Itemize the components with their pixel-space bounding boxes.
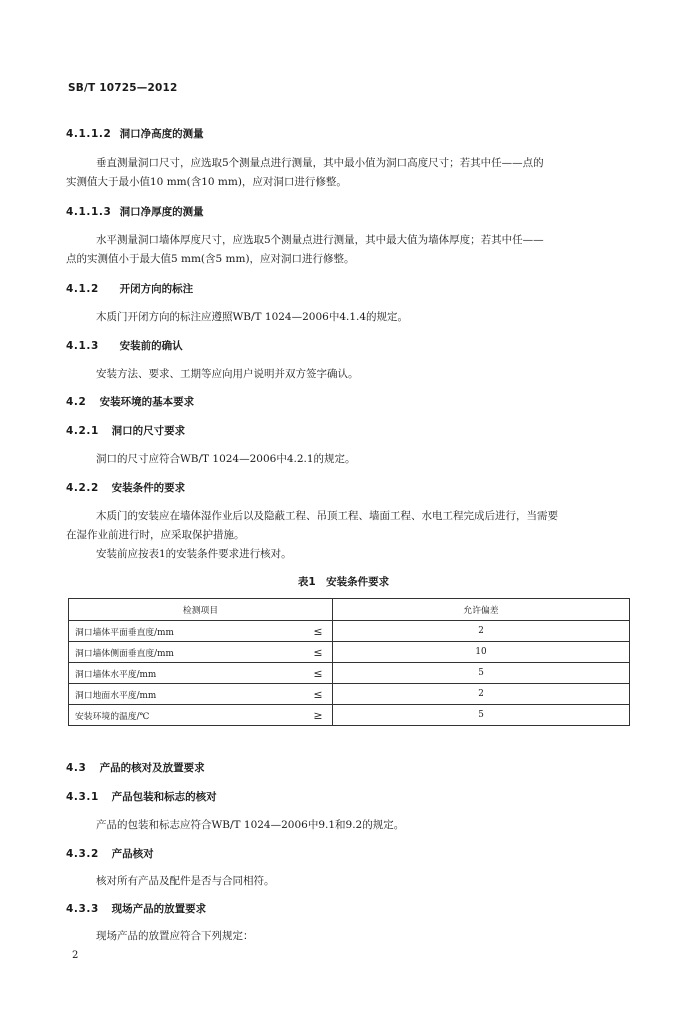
paragraph-line: 木质门开闭方向的标注应遵照WB/T 1024—2006中4.1.4的规定。 xyxy=(96,311,409,323)
section-title: 产品包装和标志的核对 xyxy=(111,791,217,803)
row-item: 洞口墙体水平度/mm xyxy=(69,663,305,684)
section-heading xyxy=(66,423,185,438)
section-number: 4.1.1.2 xyxy=(66,128,112,140)
section-title: 安装环境的基本要求 xyxy=(99,396,195,408)
section-number: 4.3 xyxy=(66,762,87,774)
paragraph-line: 核对所有产品及配件是否与合同相符。 xyxy=(96,875,275,887)
table-header-row xyxy=(69,599,630,621)
paragraph-line: 水平测量洞口墙体厚度尺寸，应选取5个测量点进行测量，其中最大值为墙体厚度；若其中任—— xyxy=(96,234,544,246)
section-number: 4.3.1 xyxy=(66,791,99,803)
row-item: 洞口墙体侧面垂直度/mm xyxy=(69,642,305,663)
paragraph-line: 垂直测量洞口尺寸，应选取5个测量点进行测量，其中最小值为洞口高度尺寸；若其中任——点的 xyxy=(96,157,544,169)
section-heading xyxy=(66,760,205,775)
section-heading xyxy=(66,480,185,495)
paragraph-line: 在湿作业前进行时，应采取保护措施。 xyxy=(66,529,245,541)
section-title: 开闭方向的标注 xyxy=(119,283,194,295)
table-row xyxy=(69,705,630,726)
section-heading xyxy=(66,281,193,296)
section-number: 4.1.1.3 xyxy=(66,206,112,218)
paragraph-line: 木质门的安装应在墙体湿作业后以及隐蔽工程、吊顶工程、墙面工程、水电工程完成后进行，当需要 xyxy=(96,510,558,522)
section-heading xyxy=(66,126,204,141)
section-title: 产品的核对及放置要求 xyxy=(99,762,205,774)
paragraph-line: 安装前应按表1的安装条件要求进行核对。 xyxy=(96,548,292,560)
paragraph-line: 现场产品的放置应符合下列规定： xyxy=(96,930,254,942)
section-title: 洞口净厚度的测量 xyxy=(119,206,204,218)
page-number: 2 xyxy=(72,950,79,961)
table-row xyxy=(69,621,630,642)
header-allowed-deviation: 允许偏差 xyxy=(333,599,630,621)
row-symbol: ≤ xyxy=(304,621,333,642)
row-item: 洞口地面水平度/mm xyxy=(69,684,305,705)
section-title: 洞口净高度的测量 xyxy=(119,128,204,140)
document-code-header: SB/T 10725—2012 xyxy=(68,82,178,94)
row-value: 5 xyxy=(333,663,630,684)
header-inspection-item: 检测项目 xyxy=(69,599,333,621)
table-row xyxy=(69,642,630,663)
row-value: 2 xyxy=(333,621,630,642)
section-heading xyxy=(66,789,217,804)
section-heading xyxy=(66,338,183,353)
table-row xyxy=(69,663,630,684)
row-item: 洞口墙体平面垂直度/mm xyxy=(69,621,305,642)
section-number: 4.2.1 xyxy=(66,425,99,437)
row-symbol: ≤ xyxy=(304,684,333,705)
section-number: 4.1.3 xyxy=(66,340,99,352)
section-number: 4.3.2 xyxy=(66,848,99,860)
section-heading xyxy=(66,394,194,409)
section-number: 4.3.3 xyxy=(66,903,99,915)
table-caption: 表1 安装条件要求 xyxy=(297,576,390,588)
section-title: 安装前的确认 xyxy=(119,340,183,352)
paragraph-line: 点的实测值小于最大值5 mm(含5 mm)，应对洞口进行修整。 xyxy=(66,253,355,265)
installation-conditions-table xyxy=(68,598,630,726)
paragraph-line: 产品的包装和标志应符合WB/T 1024—2006中9.1和9.2的规定。 xyxy=(96,819,405,831)
row-symbol: ≤ xyxy=(304,663,333,684)
section-heading xyxy=(66,204,204,219)
row-item: 安装环境的温度/℃ xyxy=(69,705,305,726)
paragraph-line: 安装方法、要求、工期等应向用户说明并双方签字确认。 xyxy=(96,368,359,380)
section-title: 洞口的尺寸要求 xyxy=(111,425,186,437)
section-number: 4.1.2 xyxy=(66,283,99,295)
paragraph-line: 洞口的尺寸应符合WB/T 1024—2006中4.2.1的规定。 xyxy=(96,453,356,465)
section-number: 4.2.2 xyxy=(66,482,99,494)
section-heading xyxy=(66,901,206,916)
section-title: 产品核对 xyxy=(111,848,154,860)
section-number: 4.2 xyxy=(66,396,87,408)
row-symbol: ≤ xyxy=(304,642,333,663)
row-value: 10 xyxy=(333,642,630,663)
section-title: 现场产品的放置要求 xyxy=(111,903,207,915)
row-value: 2 xyxy=(333,684,630,705)
section-title: 安装条件的要求 xyxy=(111,482,186,494)
row-symbol: ≥ xyxy=(304,705,333,726)
row-value: 5 xyxy=(333,705,630,726)
paragraph-line: 实测值大于最小值10 mm(含10 mm)，应对洞口进行修整。 xyxy=(66,176,347,188)
section-heading xyxy=(66,846,154,861)
table-row xyxy=(69,684,630,705)
